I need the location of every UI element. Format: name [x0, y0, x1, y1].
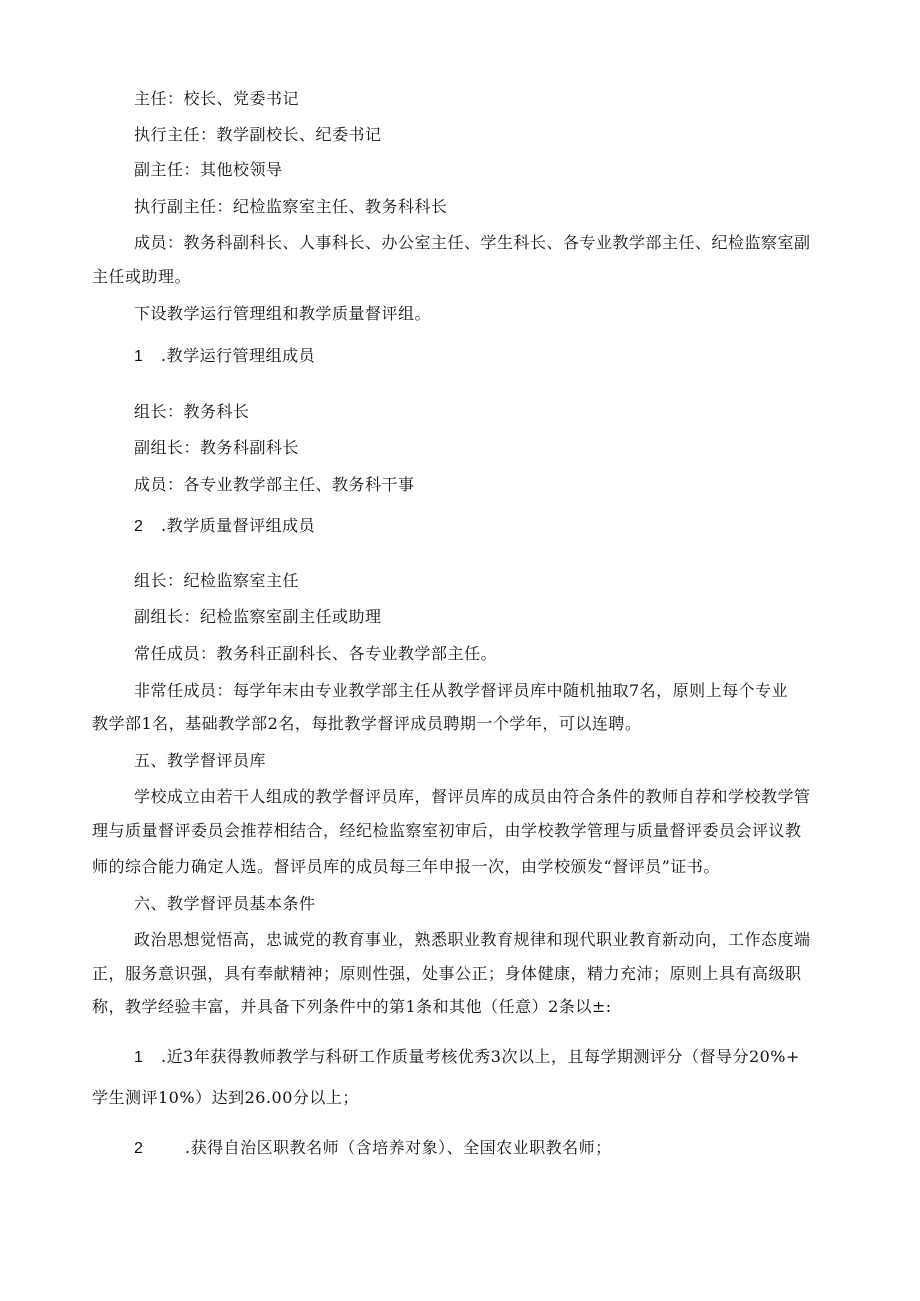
condition-item-2	[134, 1138, 612, 1159]
section5-heading: 五、教学督评员库	[134, 751, 267, 770]
section1-leader-line: 组长：教务科长	[134, 402, 250, 421]
section2-nonstanding-line-1: 非常任成员：每学年末由专业教学部主任从教学督评员库中随机抽取7名，原则上每个专业	[134, 681, 789, 700]
section6-line-1: 政治思想觉悟高，忠诚党的教育事业，熟悉职业教育规律和现代职业教育新动向，工作态度端	[134, 930, 811, 949]
section5-line-2: 理与质量督评委员会推荐相结合，经纪检监察室初审后，由学校教学管理与质量督评委员会评议教	[92, 821, 802, 840]
deputy-director-line: 副主任：其他校领导	[134, 160, 283, 179]
section1-members-line: 成员：各专业教学部主任、教务科干事	[134, 475, 415, 494]
condition-item-2-number: 2	[134, 1140, 144, 1157]
section2-number: 2	[134, 518, 144, 535]
section2-heading	[134, 516, 315, 537]
executive-deputy-director-line: 执行副主任：纪检监察室主任、教务科科长	[134, 197, 448, 216]
executive-director-line: 执行主任：教学副校长、纪委书记	[134, 125, 382, 144]
section5-line-3: 师的综合能力确定人选。督评员库的成员每三年申报一次，由学校颁发“督评员”证书。	[92, 857, 720, 876]
section1-heading-text: .教学运行管理组成员	[161, 346, 316, 365]
section5-line-1: 学校成立由若干人组成的教学督评员库，督评员库的成员由符合条件的教师自荐和学校教学管	[134, 787, 811, 806]
section2-heading-text: .教学质量督评组成员	[161, 516, 316, 535]
section2-deputy-leader-line: 副组长：纪检监察室副主任或助理	[134, 607, 382, 626]
condition-item-1-number: 1	[134, 1049, 144, 1066]
subgroups-intro-line: 下设教学运行管理组和教学质量督评组。	[134, 304, 432, 323]
condition-item-1	[134, 1047, 800, 1068]
section6-heading: 六、教学督评员基本条件	[134, 894, 316, 913]
section6-line-3: 称，教学经验丰富，并具备下列条件中的第1条和其他（任意）2条以±:	[92, 997, 612, 1016]
condition-item-2-text: .获得自治区职教名师（含培养对象）、全国农业职教名师；	[185, 1138, 612, 1157]
section1-heading	[134, 346, 315, 367]
section2-nonstanding-line-2: 教学部1名，基础教学部2名，每批教学督评成员聘期一个学年，可以连聘。	[92, 714, 642, 733]
section2-standing-members-line: 常任成员：教务科正副科长、各专业教学部主任。	[134, 644, 498, 663]
section1-number: 1	[134, 348, 144, 365]
director-line: 主任：校长、党委书记	[134, 89, 300, 108]
members-line-2: 主任或助理。	[92, 267, 192, 286]
condition-item-1-line-2: 学生测评10%）达到26.00分以上；	[92, 1088, 359, 1107]
section6-line-2: 正，服务意识强，具有奉献精神；原则性强，处事公正；身体健康，精力充沛；原则上具有高级职	[92, 964, 802, 983]
section2-leader-line: 组长：纪检监察室主任	[134, 571, 300, 590]
members-line-1: 成员：教务科副科长、人事科长、办公室主任、学生科长、各专业教学部主任、纪检监察室副	[134, 233, 811, 252]
section1-deputy-leader-line: 副组长：教务科副科长	[134, 438, 300, 457]
condition-item-1-text: .近3年获得教师教学与科研工作质量考核优秀3次以上，且每学期测评分（督导分20%+	[161, 1047, 800, 1066]
